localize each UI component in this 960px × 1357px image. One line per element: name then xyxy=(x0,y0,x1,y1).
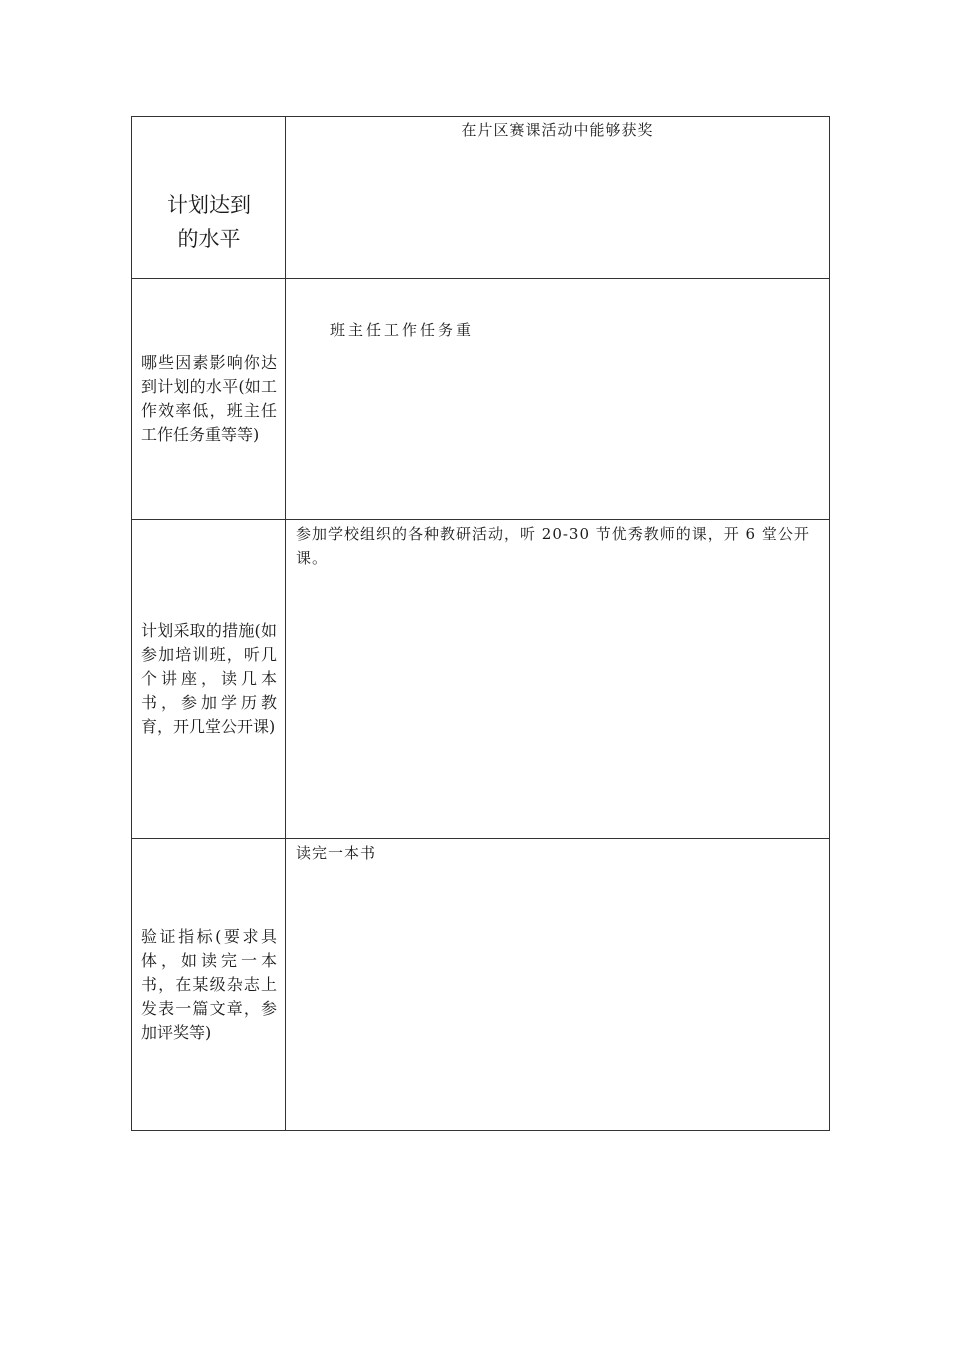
table-row-verification-indicators xyxy=(132,839,830,1131)
row-value-influencing-factors: 班主任工作任务重 xyxy=(330,321,475,339)
label-cell-verification-indicators xyxy=(132,839,286,1131)
table-row-planned-measures xyxy=(132,520,830,839)
plan-form-table xyxy=(131,116,830,1131)
row-label-verification-indicators: 验证指标(要求具体，如读完一本书，在某级杂志上发表一篇文章，参加评奖等) xyxy=(141,926,277,1042)
row-label-influencing-factors: 哪些因素影响你达到计划的水平(如工作效率低，班主任工作任务重等等) xyxy=(141,353,277,444)
row-label-target-level: 计划达到 的水平 xyxy=(167,192,251,251)
row-value-target-level: 在片区赛课活动中能够获奖 xyxy=(461,121,654,139)
label-cell-influencing-factors xyxy=(132,279,286,520)
row-value-verification-indicators: 读完一本书 xyxy=(296,844,377,862)
label-cell-planned-measures xyxy=(132,520,286,839)
table-row-target-level xyxy=(132,117,830,279)
label-cell-target-level xyxy=(132,117,286,279)
value-cell-influencing-factors xyxy=(286,279,830,520)
value-cell-target-level xyxy=(286,117,830,279)
row-label-planned-measures: 计划采取的措施(如参加培训班，听几个讲座，读几本书，参加学历教育，开几堂公开课) xyxy=(141,621,277,736)
table-row-influencing-factors xyxy=(132,279,830,520)
value-cell-planned-measures xyxy=(286,520,830,839)
value-cell-verification-indicators xyxy=(286,839,830,1131)
row-value-planned-measures: 参加学校组织的各种教研活动，听 20-30 节优秀教师的课，开 6 堂公开课。 xyxy=(296,525,810,567)
